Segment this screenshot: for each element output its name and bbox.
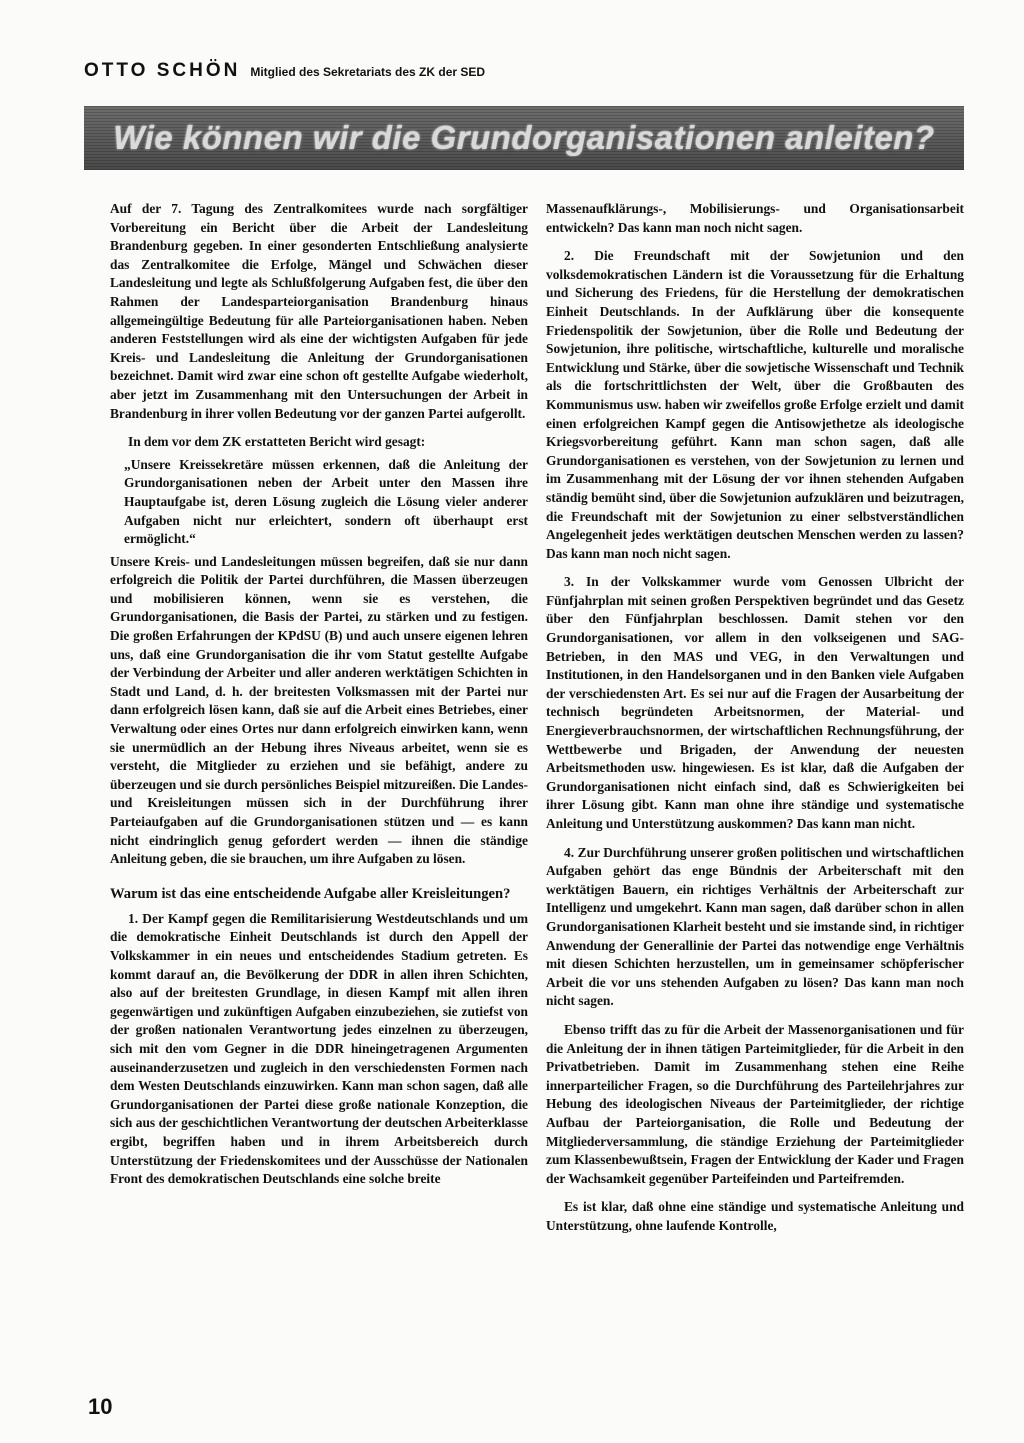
right-column bbox=[546, 200, 964, 1239]
paragraph: 1. Der Kampf gegen die Remilitarisierung Westdeutschlands und um die demokratische Einheit Deutschlands ist durch den Appell der Volkskammer in ein neues und entscheidendes Stadium getreten. Es kommt darauf an, die Bevölkerung der DDR in allen ihren Schichten, also auf der breitesten Grundlage, in diesen Kampf mit allen ihren gegenwärtigen und zukünftigen Aufgaben einzubeziehen, sie zutiefst von der großen nationalen Verantwortung jedes einzelnen zu überzeugen, sich mit den vom Gegner in die DDR hineingetragenen Argumenten auseinanderzusetzen und zugleich in den verschiedensten Formen nach dem Westen Deutschlands einzuwirken. Kann man schon sagen, daß alle Grundorganisationen der Partei diese große nationale Konzeption, die sich aus der geschichtlichen Verantwortung der deutschen Arbeiterklasse ergibt, begriffen haben und in ihrem Arbeitsbereich durch Unterstützung der Friedenskomitees und der Ausschüsse der Nationalen Front des demokratischen Deutschlands eine solche breite bbox=[110, 910, 528, 1187]
paragraph: Ebenso trifft das zu für die Arbeit der Massenorganisationen und für die Anleitung der in ihnen tätigen Parteimitglieder, für die Arbeit in den Privatbetrieben. Damit im Zusammenhang stehen eine Reihe innerparteilicher Fragen, so die Durchführung des Parteilehrjahres zur Hebung des ideologischen Niveaus der Parteimitglieder, der richtige Aufbau der Parteiorganisation, die Rolle und Bedeutung der Mitgliederversammlung, die ständige Erziehung der Parteimitglieder zum Klassenbewußtsein, Fragen der Entwicklung der Kader und Fragen der Wachsamkeit gegenüber Parteifeinden und Parteifremden. bbox=[546, 1021, 964, 1186]
paragraph: In dem vor dem ZK erstatteten Bericht wird gesagt: bbox=[128, 434, 426, 450]
article-header bbox=[84, 60, 964, 82]
paragraph: 2. Die Freundschaft mit der Sowjetunion und den volksdemokratischen Ländern ist die Voraussetzung für die Erhaltung und Sicherung des Friedens, für die Herstellung der demokratischen Einheit Deutschlands. In der Aufklärung über die konsequente Friedenspolitik der Sowjetunion, über die Rolle und Bedeutung der Sowjetunion, ihre politische, wirtschaftliche, kulturelle und moralische Entwicklung und Stärke, über die sowjetische Wissenschaft und Technik als die fortschrittlichsten der Welt, über die Großbauten des Kommunismus usw. haben wir zweifellos große Erfolge erzielt und damit einen erfolgreichen Kampf gegen die Antisowjethetze als ideologische Kriegsvorbereitung geführt. Kann man schon sagen, daß alle Grundorganisationen es verstehen, von der Sowjetunion zu lernen und im Zusammenhang mit der Lösung der vor ihnen stehenden Aufgaben ständig bemüht sind, über die Sowjetunion aufzuklären und beizutragen, die Freundschaft mit der Sowjetunion zu einer selbstverständlichen Angelegenheit jedes werktätigen deutschen Menschen werden zu lassen? Das kann man noch nicht sagen. bbox=[546, 248, 964, 561]
block-quote: „Unsere Kreissekretäre müssen erkennen, daß die Anleitung der Grundorganisationen neben der Arbeit unter den Massen ihre Hauptaufgabe ist, deren Lösung zugleich die Lösung vieler anderer Aufgaben nicht nur erleichtert, sondern oft überhaupt erst ermöglicht.“ bbox=[124, 456, 528, 547]
section-heading: Warum ist das eine entscheidende Aufgabe aller Kreisleitungen? bbox=[110, 885, 511, 902]
page-number: 10 bbox=[88, 1394, 113, 1419]
paragraph: Massenaufklärungs-, Mobilisierungs- und Organisationsarbeit entwickeln? Das kann man noch nicht sagen. bbox=[546, 201, 964, 235]
paragraph: Unsere Kreis- und Landesleitungen müssen begreifen, daß sie nur dann erfolgreich die Politik der Partei durchführen, die Massen überzeugen und mobilisieren können, wenn sie es verstehen, die Grundorganisationen, die Basis der Partei, zu stärken und zu festigen. Die großen Erfahrungen der KPdSU (B) und auch unsere eigenen lehren uns, daß eine Grundorganisation die ihr vom Statut gestellte Aufgabe der Verbindung der Arbeiter und aller anderen werktätigen Schichten in Stadt und Land, d. h. der breitesten Volksmassen mit der Partei nur dann erfolgreich lösen kann, daß sie auf die Arbeit eines Betriebes, einer Verwaltung oder eines Ortes nur dann erfolgreich einwirken kann, wenn sie unermüdlich an der Hebung ihres Niveaus arbeitet, wenn sie es versteht, die Mitglieder zu erziehen und sie befähigt, andere zu überzeugen und sie durch persönliches Beispiel mitzureißen. Die Landes- und Kreisleitungen müssen sich in der Durchführung ihrer Parteiaufgaben auf die Grundorganisationen stützen und — es kann nicht eindringlich genug gefordert werden — ihnen die ständige Anleitung geben, die sie brauchen, um ihre Aufgaben zu lösen. bbox=[110, 553, 528, 867]
author-role: Mitglied des Sekretariats des ZK der SED bbox=[250, 65, 486, 79]
article-title: Wie können wir die Grundorganisationen anleiten? bbox=[113, 119, 935, 156]
paragraph: 4. Zur Durchführung unserer großen politischen und wirtschaftlichen Aufgaben gehört das enge Bündnis der Arbeiterschaft mit den werktätigen Bauern, ein richtiges Verhältnis der Arbeiterschaft zur Intelligenz und umgekehrt. Kann man sagen, daß darüber schon in allen Grundorganisationen Klarheit besteht und sie imstande sind, in richtiger Anwendung der Generallinie der Partei das notwendige enge Verhältnis mit diesen Schichten herzustellen, um in gemeinsamer schöpferischer Arbeit die vor uns stehenden Aufgaben zu lösen? Das kann man noch nicht sagen. bbox=[546, 844, 964, 1009]
author-name: OTTO SCHÖN bbox=[84, 60, 241, 81]
paragraph: Es ist klar, daß ohne eine ständige und systematische Anleitung und Unterstützung, ohne laufende Kontrolle, bbox=[546, 1199, 964, 1233]
title-banner bbox=[84, 106, 964, 170]
paragraph: 3. In der Volkskammer wurde vom Genossen Ulbricht der Fünfjahrplan mit seinen großen Perspektiven begründet und das Gesetz über den Fünfjahrplan beschlossen. Damit stehen vor den Grundorganisationen, vor allem in den volkseigenen und SAG-Betrieben, in den MAS und VEG, in den Verwaltungen und Institutionen, in den Handelsorganen und in den Banken viele Aufgaben der verschiedensten Art. Es sei nur auf die Fragen der Ausarbeitung der technisch begründeten Arbeitsnormen, der Material- und Energieverbrauchsnormen, der wirtschaftlichen Rechnungsführung, der Wettbewerbe und Brigaden, der Anwendung der neuesten Arbeitsmethoden usw. hingewiesen. Es ist klar, daß die Aufgaben der Grundorganisationen nicht einfach sind, daß es Schwierigkeiten bei ihrer Lösung gibt. Kann man ohne ihre ständige und systematische Anleitung und Unterstützung auskommen? Das kann man nicht. bbox=[546, 574, 964, 831]
paragraph: Auf der 7. Tagung des Zentralkomitees wurde nach sorgfältiger Vorbereitung ein Bericht über die Arbeit der Landesleitung Brandenburg gegeben. In einer gesonderten Entschließung analysierte das Zentralkomitee die Erfolge, Mängel und Schwächen dieser Landesleitung und legte als Schlußfolgerung Aufgaben fest, die über den Rahmen der Landesparteiorganisation Brandenburg hinaus allgemeingültige Bedeutung für alle Parteiorganisationen haben. Neben anderen Feststellungen wird als eine der wichtigsten Aufgaben für jede Kreis- und Landesleitung die Anleitung der Grundorganisationen bezeichnet. Damit wird zwar eine schon oft gestellte Aufgabe wiederholt, aber jetzt im Zusammenhang mit den Untersuchungen der Arbeit in Brandenburg in ihrer vollen Bedeutung vor der ganzen Partei aufgerollt. bbox=[110, 201, 528, 421]
left-column bbox=[110, 200, 528, 1193]
